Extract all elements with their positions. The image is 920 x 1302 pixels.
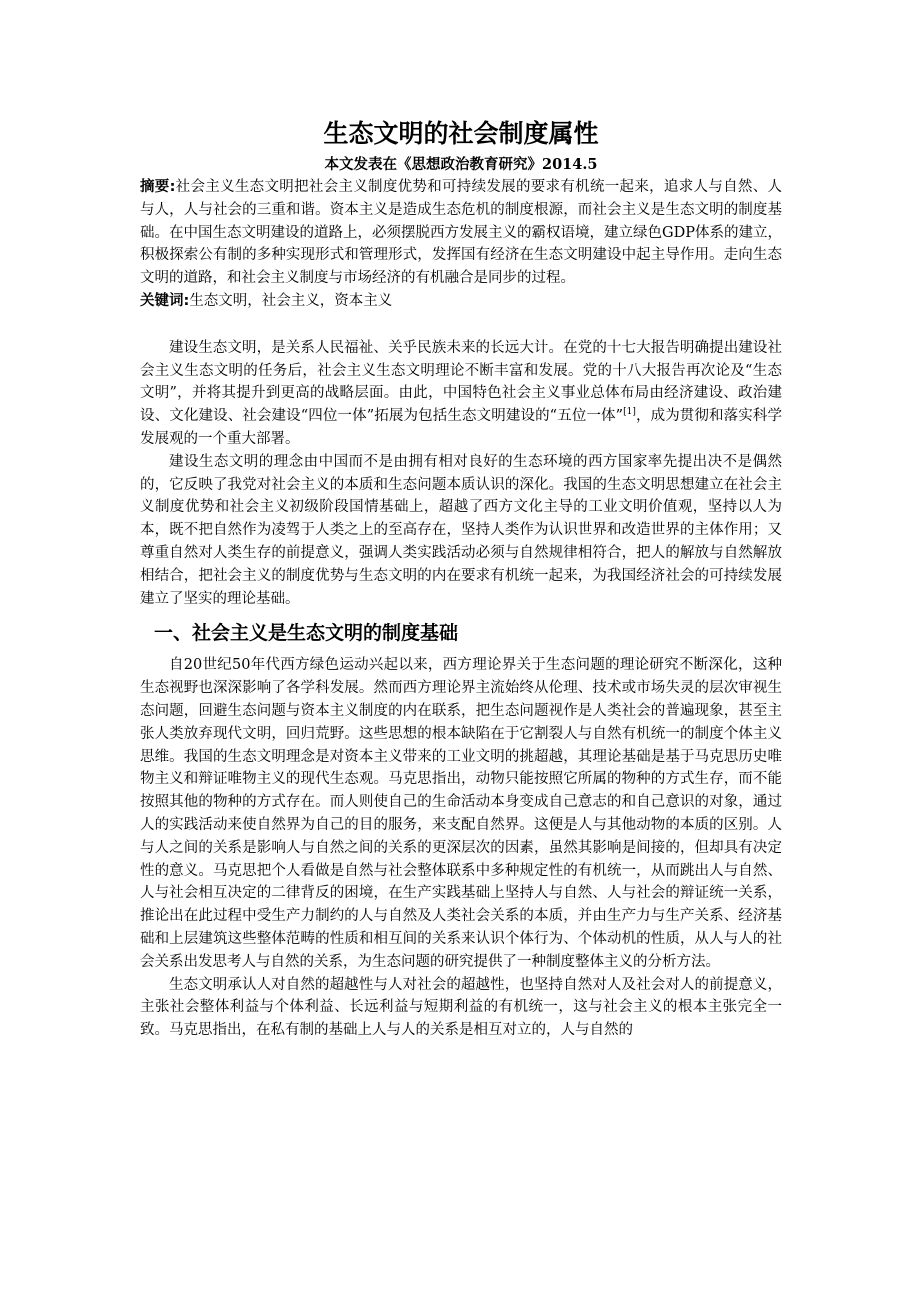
section-1-body [140,654,782,1042]
keywords-label: 关键词: [140,292,190,309]
paper-title: 生态文明的社会制度属性 [323,119,599,148]
section-1-paragraph-1: 自20世纪50年代西方绿色运动兴起以来，西方理论界关于生态问题的理论研究不断深化，这种生态视野也深深影响了各学科发展。然而西方理论界主流始终从伦理、技术或市场失灵的层次审视生态问题，回避生态问题与资本主义制度的内在联系，把生态问题视作是人类社会的普遍现象，甚至主张人类放弃现代文明，回归荒野。这些思想的根本缺陷在于它割裂人与自然有机统一的制度个体主义思维。我国的生态文明理念是对资本主义带来的工业文明的挑超越，其理论基础是基于马克思历史唯物主义和辩证唯物主义的现代生态观。马克思指出，动物只能按照它所属的物种的方式生存，而不能按照其他的物种的方式存在。而人则使自己的生命活动本身变成自己意志的和自己意识的对象，通过人的实践活动来使自然界为自己的目的服务，来支配自然界。这便是人与其他动物的本质的区别。人与人之间的关系是影响人与自然之间的关系的更深层次的因素，虽然其影响是间接的，但却具有决定性的意义。马克思把个人看做是自然与社会整体联系中多种规定性的有机统一，从而跳出人与自然、人与社会相互决定的二律背反的困境，在生产实践基础上坚持人与自然、人与社会的辩证统一关系，推论出在此过程中受生产力制约的人与自然及人类社会关系的本质，并由生产力与生产关系、经济基础和上层建筑这些整体范畴的性质和相互间的关系来认识个体行为、个体动机的性质，从人与人的社会关系出发思考人与自然的关系，为生态问题的研究提供了一种制度整体主义的分析方法。 [140,657,782,970]
section-heading: 一、社会主义是生态文明的制度基础 [154,622,459,645]
abstract-text: 社会主义生态文明把社会主义制度优势和可持续发展的要求有机统一起来，追求人与自然、人与人，人与社会的三重和谐。资本主义是造成生态危机的制度根源，而社会主义是生态文明的制度基础。在中国生态文明建设的道路上，必须摆脱西方发展主义的霸权语境，建立绿色GDP体系的建立，积极探索公有制的多种实现形式和管理形式，发挥国有经济在生态文明建设中起主导作用。走向生态文明的道路，和社会主义制度与市场经济的有机融合是同步的过程。 [140,179,782,287]
section-1-paragraph-2: 生态文明承认人对自然的超越性与人对社会的超越性，也坚持自然对人及社会对人的前提意义，主张社会整体利益与个体利益、长远利益与短期利益的有机统一，这与社会主义的根本主张完全一致。马克思指出，在私有制的基础上人与人的关系是相互对立的，人与自然的 [140,976,782,1039]
abstract [140,176,782,290]
intro-p1-text: 建设生态文明，是关系人民福祉、关乎民族未来的长远大计。在党的十七大报告明确提出建设社会主义生态文明的任务后，社会主义生态文明理论不断丰富和发展。党的十八大报告再次论及“生态文明”，并将其提升到更高的战略层面。由此，中国特色社会主义事业总体布局由经济建设、政治建设、文化建设、社会建设“四位一体”拓展为包括生态文明建设的“五位一体” [140,339,782,425]
publication-note: 本文发表在《思想政治教育研究》2014.5 [324,156,598,173]
reference-marker[interactable]: [1] [623,407,636,418]
keywords [140,290,782,313]
abstract-label: 摘要: [140,179,176,195]
intro-paragraph-2: 建设生态文明的理念由中国而不是由拥有相对良好的生态环境的西方国家率先提出决不是偶然的，它反映了我党对社会主义的本质和生态问题本质认识的深化。我国的生态文明思想建立在社会主义制度优势和社会主义初级阶段国情基础上，超越了西方文化主导的工业文明价值观，坚持以人为本，既不把自然作为凌驾于人类之上的至高存在，坚持人类作为认识世界和改造世界的主体作用；又尊重自然对人类生存的前提意义，强调人类实践活动必须与自然规律相符合，把人的解放与自然解放相结合，把社会主义的制度优势与生态文明的内在要求有机统一起来，为我国经济社会的可持续发展建立了坚实的理论基础。 [140,453,782,607]
intro-paragraph-1 [140,337,782,451]
intro-p1-text-end: ，成为贯彻和落实科学发展观的一个重大部署。 [140,408,783,447]
intro-section [140,337,782,611]
document-page [140,118,782,1042]
keywords-text: 生态文明，社会主义，资本主义 [189,292,393,309]
spacer [140,313,782,337]
